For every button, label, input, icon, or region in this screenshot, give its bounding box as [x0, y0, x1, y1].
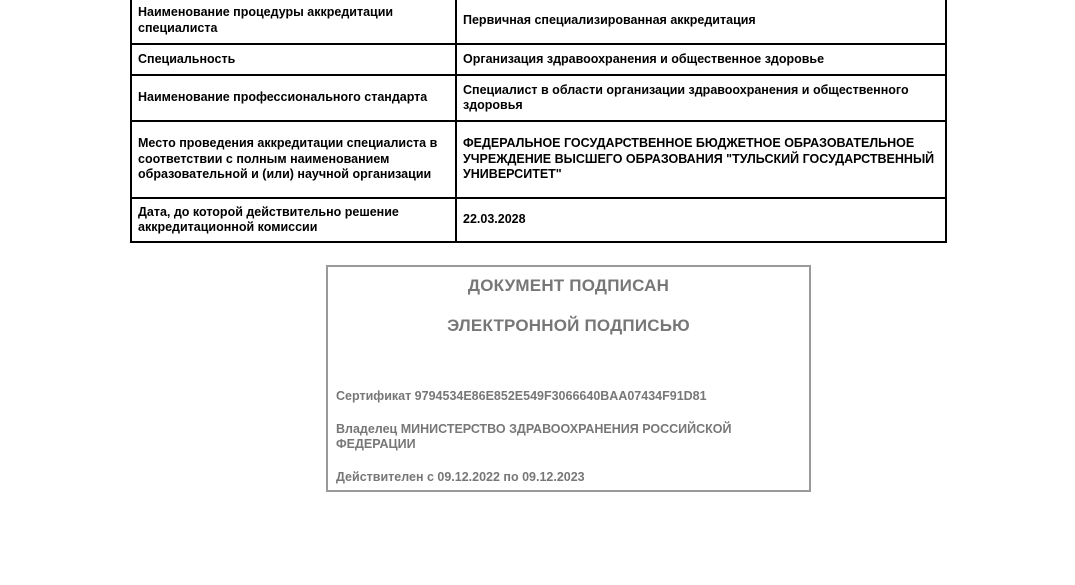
stamp-title-electronic: ЭЛЕКТРОННОЙ ПОДПИСЬЮ	[447, 316, 690, 335]
table-row	[131, 121, 946, 198]
accreditation-info-table	[130, 0, 947, 243]
row-value-venue: ФЕДЕРАЛЬНОЕ ГОСУДАРСТВЕННОЕ БЮДЖЕТНОЕ ОБРАЗОВАТЕЛЬНОЕ УЧРЕЖДЕНИЕ ВЫСШЕГО ОБРАЗОВАНИЯ "ТУЛЬСКИЙ ГОСУДАРСТВЕННЫЙ УНИВЕРСИТЕТ"	[456, 121, 946, 198]
table-row	[131, 44, 946, 75]
row-value-professional-standard: Специалист в области организации здравоохранения и общественного здоровья	[456, 75, 946, 121]
row-label-professional-standard: Наименование профессионального стандарта	[131, 75, 456, 121]
electronic-signature-stamp	[326, 265, 811, 492]
row-label-valid-until: Дата, до которой действительно решение аккредитационной комиссии	[131, 198, 456, 242]
row-label-procedure: Наименование процедуры аккредитации специалиста	[131, 0, 456, 44]
stamp-owner: Владелец МИНИСТЕРСТВО ЗДРАВООХРАНЕНИЯ РОССИЙСКОЙ ФЕДЕРАЦИИ	[336, 422, 732, 451]
stamp-certificate: Сертификат 9794534E86E852E549F3066640BAA07434F91D81	[336, 389, 707, 403]
table-row	[131, 75, 946, 121]
row-label-venue: Место проведения аккредитации специалиста в соответствии с полным наименованием образовательной и (или) научной организации	[131, 121, 456, 198]
table-row	[131, 0, 946, 44]
table-row	[131, 198, 946, 242]
stamp-validity: Действителен с 09.12.2022 по 09.12.2023	[336, 470, 585, 484]
stamp-title-signed: ДОКУМЕНТ ПОДПИСАН	[467, 276, 670, 295]
row-value-specialty: Организация здравоохранения и общественное здоровье	[456, 44, 946, 75]
row-label-specialty: Специальность	[131, 44, 456, 75]
row-value-valid-until: 22.03.2028	[456, 198, 946, 242]
row-value-procedure: Первичная специализированная аккредитация	[456, 0, 946, 44]
